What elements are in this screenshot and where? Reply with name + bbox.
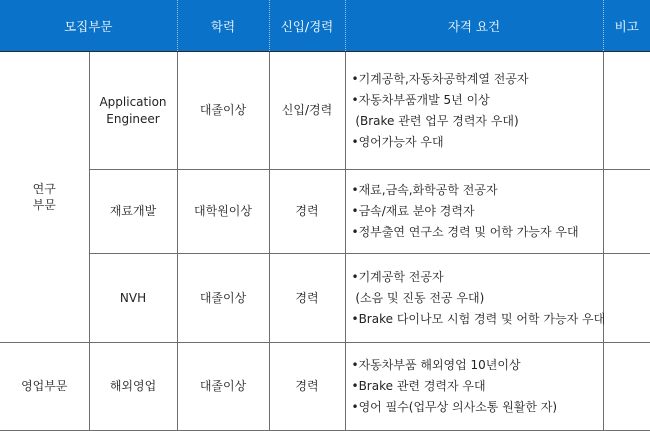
field-cell: Application Engineer bbox=[89, 52, 177, 170]
requirements-cell bbox=[345, 170, 603, 254]
education-cell: 대학원이상 bbox=[177, 170, 269, 254]
requirement-line: •영어가능자 우대 bbox=[351, 134, 444, 149]
header-requirements: 자격 요건 bbox=[345, 0, 603, 52]
education-cell: 대졸이상 bbox=[177, 343, 269, 431]
requirement-line: •기계공학,자동차공학계열 전공자 bbox=[351, 71, 529, 86]
header-row bbox=[0, 0, 650, 52]
education-cell: 대졸이상 bbox=[177, 254, 269, 343]
requirements-cell bbox=[345, 52, 603, 170]
group-label-research: 연구 부문 bbox=[0, 52, 89, 343]
requirement-line: •재료,금속,화학공학 전공자 bbox=[351, 183, 498, 197]
group-label-sales: 영업부문 bbox=[0, 343, 89, 431]
requirement-line: •자동차부품 해외영업 10년이상 bbox=[351, 358, 521, 372]
header-education: 학력 bbox=[177, 0, 269, 52]
requirement-line: •Brake 다이나모 시험 경력 및 어학 가능자 우대 bbox=[351, 311, 606, 326]
type-cell: 경력 bbox=[269, 170, 345, 254]
type-cell: 신입/경력 bbox=[269, 52, 345, 170]
field-cell: 재료개발 bbox=[89, 170, 177, 254]
requirements-cell bbox=[345, 254, 606, 343]
requirement-line: •영어 필수(업무상 의사소통 원활한 자) bbox=[351, 400, 558, 414]
table-row bbox=[0, 343, 650, 431]
field-cell: NVH bbox=[89, 254, 177, 343]
table-row bbox=[0, 52, 650, 170]
requirement-line: •Brake 관련 경력자 우대 bbox=[351, 379, 486, 393]
note-cell bbox=[603, 52, 650, 170]
header-type: 신입/경력 bbox=[269, 0, 345, 52]
note-cell bbox=[603, 343, 650, 431]
header-note: 비고 bbox=[603, 0, 650, 52]
requirement-line: (Brake 관련 업무 경력자 우대) bbox=[351, 113, 519, 128]
requirement-line: •기계공학 전공자 bbox=[351, 269, 444, 284]
header-division: 모집부문 bbox=[0, 0, 177, 52]
requirement-line: •정부출연 연구소 경력 및 어학 가능자 우대 bbox=[351, 225, 579, 239]
requirement-line: (소음 및 진동 전공 우대) bbox=[351, 290, 485, 305]
table-row bbox=[0, 254, 650, 343]
field-cell: 해외영업 bbox=[89, 343, 177, 431]
type-cell: 경력 bbox=[269, 343, 345, 431]
requirement-line: •금속/재료 분야 경력자 bbox=[351, 204, 475, 218]
table-row bbox=[0, 170, 650, 254]
note-cell bbox=[603, 254, 650, 343]
requirements-cell bbox=[345, 343, 603, 431]
type-cell: 경력 bbox=[269, 254, 345, 343]
requirement-line: •자동차부품개발 5년 이상 bbox=[351, 92, 490, 107]
note-cell bbox=[603, 170, 650, 254]
education-cell: 대졸이상 bbox=[177, 52, 269, 170]
